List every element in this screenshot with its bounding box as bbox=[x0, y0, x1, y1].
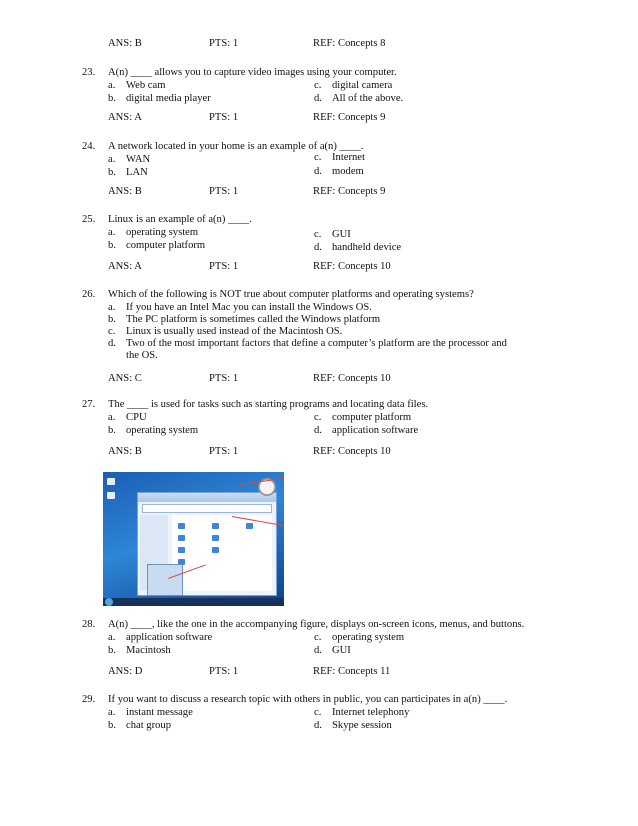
option-a: If you have an Intel Mac you can install the Windows OS. bbox=[126, 302, 372, 313]
answer-key: ANS: C bbox=[108, 373, 142, 384]
points: PTS: 1 bbox=[209, 186, 239, 197]
option-a: operating system bbox=[126, 227, 199, 238]
option-label-b: b. bbox=[108, 240, 116, 251]
points: PTS: 1 bbox=[209, 666, 239, 677]
option-label-b: b. bbox=[108, 720, 116, 731]
option-label-c: c. bbox=[108, 326, 116, 337]
option-label-d: d. bbox=[314, 242, 322, 253]
option-label-b: b. bbox=[108, 645, 116, 656]
folder-icon bbox=[212, 547, 219, 553]
folder-icon bbox=[212, 535, 219, 541]
option-c: computer platform bbox=[332, 412, 412, 423]
points: PTS: 1 bbox=[209, 373, 239, 384]
option-b: operating system bbox=[126, 425, 199, 436]
option-label-b: b. bbox=[108, 425, 116, 436]
option-a: Web cam bbox=[126, 80, 166, 91]
option-label-d: d. bbox=[108, 338, 116, 349]
points: PTS: 1 bbox=[209, 112, 239, 123]
folder-icon bbox=[246, 523, 253, 529]
reference: REF: Concepts 9 bbox=[313, 112, 386, 123]
question-number: 25. bbox=[82, 214, 96, 225]
question-stem: A(n) ____ allows you to capture video images using your computer. bbox=[108, 67, 397, 78]
option-label-a: a. bbox=[108, 707, 116, 718]
option-d: Two of the most important factors that define a computer’s platform are the processor and bbox=[126, 338, 507, 349]
option-d-continued: the OS. bbox=[126, 350, 158, 361]
option-a: application software bbox=[126, 632, 213, 643]
question-number: 26. bbox=[82, 289, 96, 300]
option-label-d: d. bbox=[314, 645, 322, 656]
window-title-bar bbox=[138, 493, 276, 502]
folder-icon bbox=[178, 547, 185, 553]
option-a: instant message bbox=[126, 707, 193, 718]
option-label-a: a. bbox=[108, 154, 116, 165]
question-number: 24. bbox=[82, 141, 96, 152]
option-label-a: a. bbox=[108, 412, 116, 423]
option-label-b: b. bbox=[108, 93, 116, 104]
reference: REF: Concepts 9 bbox=[313, 186, 386, 197]
question-number: 28. bbox=[82, 619, 96, 630]
reference: REF: Concepts 10 bbox=[313, 446, 391, 457]
option-c: Internet bbox=[332, 152, 365, 163]
option-label-c: c. bbox=[314, 80, 322, 91]
question-number: 29. bbox=[82, 694, 96, 705]
answer-key: ANS: B bbox=[108, 186, 142, 197]
folder-icon bbox=[212, 523, 219, 529]
question-stem: The ____ is used for tasks such as starting programs and locating data files. bbox=[108, 399, 429, 410]
option-label-c: c. bbox=[314, 412, 322, 423]
option-c: operating system bbox=[332, 632, 405, 643]
option-label-d: d. bbox=[314, 166, 322, 177]
folder-icon bbox=[178, 535, 185, 541]
option-b: Macintosh bbox=[126, 645, 171, 656]
taskbar bbox=[103, 598, 284, 606]
option-label-b: b. bbox=[108, 314, 116, 325]
option-d: Skype session bbox=[332, 720, 392, 731]
option-c: digital camera bbox=[332, 80, 393, 91]
option-label-b: b. bbox=[108, 167, 116, 178]
option-c: Linux is usually used instead of the Macintosh OS. bbox=[126, 326, 343, 337]
option-label-d: d. bbox=[314, 93, 322, 104]
answer-key: ANS: A bbox=[108, 112, 142, 123]
option-label-a: a. bbox=[108, 632, 116, 643]
question-stem: A(n) ____, like the one in the accompanying figure, displays on-screen icons, menus, and buttons. bbox=[108, 619, 525, 630]
option-d: modem bbox=[332, 166, 364, 177]
points: PTS: 1 bbox=[209, 261, 239, 272]
desktop-icon bbox=[107, 478, 115, 485]
question-number: 23. bbox=[82, 67, 96, 78]
option-d: GUI bbox=[332, 645, 351, 656]
reference: REF: Concepts 8 bbox=[313, 38, 386, 49]
option-b: digital media player bbox=[126, 93, 211, 104]
option-c: Internet telephony bbox=[332, 707, 410, 718]
question-stem: Linux is an example of a(n) ____. bbox=[108, 214, 252, 225]
option-label-d: d. bbox=[314, 425, 322, 436]
start-button-icon bbox=[105, 598, 113, 606]
option-a: CPU bbox=[126, 412, 147, 423]
folder-icon bbox=[178, 523, 185, 529]
option-c: GUI bbox=[332, 229, 351, 240]
reference: REF: Concepts 10 bbox=[313, 261, 391, 272]
desktop-screenshot-figure bbox=[103, 472, 284, 606]
address-bar bbox=[142, 504, 272, 513]
option-label-c: c. bbox=[314, 707, 322, 718]
option-label-a: a. bbox=[108, 227, 116, 238]
option-label-a: a. bbox=[108, 80, 116, 91]
answer-key: ANS: D bbox=[108, 666, 143, 677]
desktop-icon bbox=[107, 492, 115, 499]
question-stem: Which of the following is NOT true about computer platforms and operating systems? bbox=[108, 289, 474, 300]
answer-key: ANS: B bbox=[108, 446, 142, 457]
option-d: All of the above. bbox=[332, 93, 404, 104]
content-pane bbox=[172, 515, 272, 591]
option-label-c: c. bbox=[314, 152, 322, 163]
reference: REF: Concepts 11 bbox=[313, 666, 391, 677]
question-stem: A network located in your home is an example of a(n) ____. bbox=[108, 141, 364, 152]
option-b: computer platform bbox=[126, 240, 206, 251]
points: PTS: 1 bbox=[209, 38, 239, 49]
reference: REF: Concepts 10 bbox=[313, 373, 391, 384]
option-label-c: c. bbox=[314, 632, 322, 643]
start-menu-popup bbox=[147, 564, 183, 596]
option-b: LAN bbox=[126, 167, 148, 178]
question-number: 27. bbox=[82, 399, 96, 410]
question-stem: If you want to discuss a research topic with others in public, you can participates in a(n) ____. bbox=[108, 694, 508, 705]
option-label-d: d. bbox=[314, 720, 322, 731]
option-d: handheld device bbox=[332, 242, 402, 253]
option-label-c: c. bbox=[314, 229, 322, 240]
points: PTS: 1 bbox=[209, 446, 239, 457]
option-d: application software bbox=[332, 425, 419, 436]
option-b: The PC platform is sometimes called the Windows platform bbox=[126, 314, 381, 325]
answer-key: ANS: A bbox=[108, 261, 142, 272]
option-label-a: a. bbox=[108, 302, 116, 313]
option-a: WAN bbox=[126, 154, 151, 165]
answer-key: ANS: B bbox=[108, 38, 142, 49]
option-b: chat group bbox=[126, 720, 172, 731]
